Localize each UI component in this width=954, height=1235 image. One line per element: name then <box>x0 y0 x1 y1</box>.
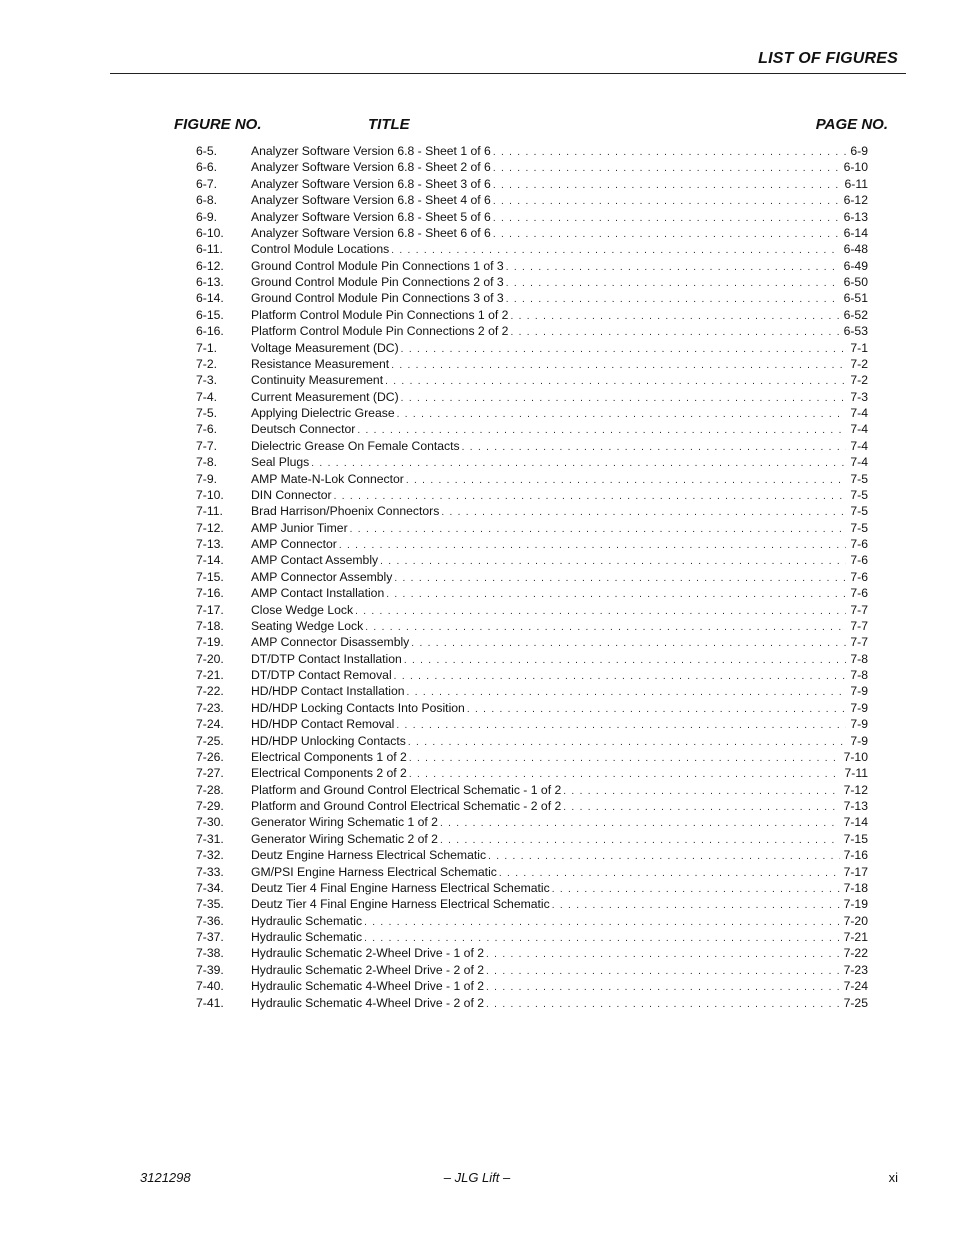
figure-title: Analyzer Software Version 6.8 - Sheet 1 of 6 <box>251 144 491 158</box>
figure-number: 7-14. <box>196 553 224 568</box>
figure-page-number: 7-7 <box>850 635 868 650</box>
figure-number: 7-8. <box>196 455 218 470</box>
dot-leader <box>385 374 846 390</box>
figure-number: 7-41. <box>196 995 224 1010</box>
figure-title: Ground Control Module Pin Connections 1 of 3 <box>251 258 504 273</box>
list-item[interactable] <box>196 618 868 634</box>
figure-number: 7-6. <box>196 422 218 437</box>
figure-title: Control Module Locations <box>251 242 390 257</box>
figure-number: 7-5. <box>196 406 218 420</box>
figure-page-number: 7-18 <box>843 880 868 895</box>
figure-number: 6-10. <box>196 225 224 240</box>
figure-title: Ground Control Module Pin Connections 3 of 3 <box>251 291 504 306</box>
figure-number: 7-40. <box>196 979 224 994</box>
list-item[interactable] <box>196 225 868 241</box>
figure-title: Deutsch Connector <box>251 422 356 437</box>
dot-leader <box>493 161 840 177</box>
list-item[interactable] <box>196 503 868 519</box>
figure-page-number: 7-6 <box>850 586 868 601</box>
figure-title: Deutz Tier 4 Final Engine Harness Electrical Schematic <box>251 897 550 912</box>
dot-leader <box>441 505 846 521</box>
dot-leader <box>506 260 840 276</box>
list-item[interactable] <box>196 945 868 961</box>
figure-number: 7-11. <box>196 504 223 519</box>
dot-leader <box>406 473 847 489</box>
list-item[interactable] <box>196 782 868 798</box>
figure-number: 7-22. <box>196 684 224 699</box>
list-item[interactable] <box>196 471 868 487</box>
list-item[interactable] <box>196 241 868 257</box>
list-item[interactable] <box>196 847 868 863</box>
dot-leader <box>493 145 847 161</box>
figure-title: Generator Wiring Schematic 1 of 2 <box>251 815 438 830</box>
dot-leader <box>397 407 847 423</box>
figure-title: HD/HDP Contact Removal <box>251 717 395 732</box>
figure-title: DIN Connector <box>251 487 332 502</box>
figure-number: 6-8. <box>196 193 218 208</box>
figure-number: 7-15. <box>196 569 224 584</box>
figure-page-number: 6-14 <box>843 225 868 240</box>
figure-title: Analyzer Software Version 6.8 - Sheet 3 of 6 <box>251 176 491 191</box>
figure-number: 7-1. <box>196 340 218 355</box>
figure-page-number: 7-12 <box>843 782 868 797</box>
list-item[interactable] <box>196 814 868 830</box>
dot-leader <box>411 636 846 652</box>
dot-leader <box>391 358 846 374</box>
dot-leader <box>401 342 847 358</box>
list-item[interactable] <box>196 274 868 290</box>
list-item[interactable] <box>196 896 868 912</box>
figure-number: 7-19. <box>196 635 224 650</box>
list-item[interactable] <box>196 602 868 618</box>
header-divider <box>110 73 906 74</box>
footer-page-number: xi <box>888 1170 898 1185</box>
figure-title: Analyzer Software Version 6.8 - Sheet 5 of 6 <box>251 209 491 224</box>
figure-title: AMP Contact Installation <box>251 586 385 601</box>
dot-leader <box>552 882 840 898</box>
figure-page-number: 7-17 <box>843 864 868 879</box>
list-item[interactable] <box>196 651 868 667</box>
figure-page-number: 7-14 <box>843 815 868 830</box>
figure-title: GM/PSI Engine Harness Electrical Schematic <box>251 864 497 879</box>
dot-leader <box>462 440 847 456</box>
figure-number: 7-32. <box>196 848 224 863</box>
figure-title: Platform and Ground Control Electrical Schematic - 2 of 2 <box>251 799 562 813</box>
dot-leader <box>396 718 846 734</box>
figure-page-number: 7-2 <box>850 373 868 388</box>
figure-title: AMP Connector <box>251 537 337 551</box>
figure-number: 7-37. <box>196 930 224 944</box>
figure-number: 7-36. <box>196 913 224 928</box>
figure-page-number: 6-10 <box>843 160 868 175</box>
list-item[interactable] <box>196 995 868 1011</box>
figure-page-number: 7-6 <box>850 537 868 551</box>
figure-title: Seating Wedge Lock <box>251 618 364 633</box>
figure-title: Platform Control Module Pin Connections 1 of 2 <box>251 307 509 322</box>
figure-page-number: 7-8 <box>850 668 868 682</box>
figure-page-number: 7-21 <box>843 930 868 944</box>
figure-number: 6-12. <box>196 258 224 273</box>
figure-title: Applying Dielectric Grease <box>251 406 395 420</box>
dot-leader <box>486 997 840 1013</box>
figure-title: AMP Connector Disassembly <box>251 635 410 650</box>
figure-list <box>196 143 868 1011</box>
list-item[interactable] <box>196 700 868 716</box>
figure-number: 7-24. <box>196 717 224 732</box>
list-item[interactable] <box>196 683 868 699</box>
list-item[interactable] <box>196 667 868 683</box>
dot-leader <box>380 554 846 570</box>
figure-title: Generator Wiring Schematic 2 of 2 <box>251 831 438 846</box>
figure-number: 7-18. <box>196 618 224 633</box>
dot-leader <box>339 538 847 554</box>
figure-number: 7-27. <box>196 766 224 781</box>
figure-page-number: 7-24 <box>843 979 868 994</box>
list-item[interactable] <box>196 798 868 814</box>
figure-title: Analyzer Software Version 6.8 - Sheet 6 of 6 <box>251 225 491 240</box>
figure-page-number: 7-7 <box>850 602 868 617</box>
figure-page-number: 7-5 <box>850 471 868 486</box>
figure-page-number: 7-11 <box>844 766 868 781</box>
figure-number: 7-12. <box>196 520 224 535</box>
figure-title: Hydraulic Schematic 4-Wheel Drive - 1 of 2 <box>251 979 484 994</box>
figure-page-number: 7-9 <box>850 733 868 748</box>
figure-title: Hydraulic Schematic <box>251 930 363 944</box>
figure-number: 7-10. <box>196 487 224 502</box>
figure-number: 6-9. <box>196 209 218 224</box>
figure-number: 7-35. <box>196 897 224 912</box>
list-item[interactable] <box>196 864 868 880</box>
dot-leader <box>409 751 840 767</box>
list-item[interactable] <box>196 454 868 470</box>
figure-title: Resistance Measurement <box>251 356 390 371</box>
figure-title: AMP Connector Assembly <box>251 569 393 584</box>
list-item[interactable] <box>196 290 868 306</box>
list-item[interactable] <box>196 520 868 536</box>
figure-number: 7-29. <box>196 799 224 813</box>
figure-number: 6-15. <box>196 307 224 322</box>
dot-leader <box>493 178 841 194</box>
dot-leader <box>486 947 840 963</box>
figure-title: Analyzer Software Version 6.8 - Sheet 4 of 6 <box>251 193 491 208</box>
list-item[interactable] <box>196 176 868 192</box>
dot-leader <box>394 571 846 587</box>
figure-number: 7-20. <box>196 651 224 666</box>
footer-document-number: 3121298 <box>140 1170 191 1185</box>
figure-page-number: 6-13 <box>843 209 868 224</box>
figure-page-number: 7-15 <box>843 831 868 846</box>
figure-title: Dielectric Grease On Female Contacts <box>251 438 460 453</box>
figure-title: Ground Control Module Pin Connections 2 of 3 <box>251 275 504 289</box>
list-item[interactable] <box>196 323 868 339</box>
list-item[interactable] <box>196 372 868 388</box>
figure-page-number: 7-1 <box>850 340 868 355</box>
dot-leader <box>365 620 846 636</box>
figure-number: 6-6. <box>196 160 218 175</box>
figure-title: Close Wedge Lock <box>251 602 354 617</box>
figure-number: 6-16. <box>196 324 224 339</box>
list-item[interactable] <box>196 159 868 175</box>
figure-number: 7-34. <box>196 880 224 895</box>
figure-page-number: 7-25 <box>843 995 868 1010</box>
dot-leader <box>355 604 846 620</box>
figure-title: Hydraulic Schematic 2-Wheel Drive - 2 of 2 <box>251 962 484 977</box>
figure-title: Platform and Ground Control Electrical Schematic - 1 of 2 <box>251 782 562 797</box>
figure-page-number: 7-9 <box>850 684 868 699</box>
dot-leader <box>563 784 839 800</box>
figure-page-number: 7-3 <box>850 389 868 404</box>
dot-leader <box>401 391 847 407</box>
figure-page-number: 7-4 <box>850 406 868 420</box>
figure-number: 7-9. <box>196 471 218 486</box>
dot-leader <box>493 211 840 227</box>
dot-leader <box>510 325 839 341</box>
figure-title: HD/HDP Unlocking Contacts <box>251 733 406 748</box>
figure-number: 7-23. <box>196 700 224 715</box>
list-item[interactable] <box>196 733 868 749</box>
figure-number: 7-25. <box>196 733 224 748</box>
figure-page-number: 6-9 <box>850 144 868 158</box>
figure-number: 7-30. <box>196 815 224 830</box>
figure-page-number: 7-4 <box>850 455 868 470</box>
list-item[interactable] <box>196 929 868 945</box>
list-item[interactable] <box>196 880 868 896</box>
list-item[interactable] <box>196 143 868 159</box>
list-item[interactable] <box>196 634 868 650</box>
list-item[interactable] <box>196 356 868 372</box>
figure-number: 7-26. <box>196 749 224 764</box>
figure-number: 6-13. <box>196 275 224 289</box>
dot-leader <box>407 685 847 701</box>
figure-number: 7-28. <box>196 782 224 797</box>
figure-title: Brad Harrison/Phoenix Connectors <box>251 504 440 519</box>
figure-page-number: 7-5 <box>850 504 868 519</box>
figure-title: Platform Control Module Pin Connections 2 of 2 <box>251 324 509 339</box>
figure-number: 7-38. <box>196 946 224 961</box>
list-item[interactable] <box>196 487 868 503</box>
dot-leader <box>499 866 840 882</box>
figure-title: Analyzer Software Version 6.8 - Sheet 2 of 6 <box>251 160 491 175</box>
figure-number: 7-3. <box>196 373 218 388</box>
figure-page-number: 7-8 <box>850 651 868 666</box>
figure-number: 7-16. <box>196 586 224 601</box>
figure-number: 7-31. <box>196 831 224 846</box>
figure-number: 7-4. <box>196 389 218 404</box>
figure-page-number: 7-16 <box>843 848 868 863</box>
figure-title: Continuity Measurement <box>251 373 384 388</box>
list-item[interactable] <box>196 307 868 323</box>
list-item[interactable] <box>196 569 868 585</box>
dot-leader <box>394 669 847 685</box>
list-item[interactable] <box>196 552 868 568</box>
figure-page-number: 7-9 <box>850 700 868 715</box>
figure-page-number: 6-53 <box>843 324 868 339</box>
list-item[interactable] <box>196 962 868 978</box>
dot-leader <box>493 227 840 243</box>
figure-page-number: 7-5 <box>850 487 868 502</box>
list-item[interactable] <box>196 389 868 405</box>
figure-title: DT/DTP Contact Removal <box>251 668 392 682</box>
figure-page-number: 6-11 <box>844 176 868 191</box>
figure-number: 7-13. <box>196 537 224 551</box>
figure-title: AMP Contact Assembly <box>251 553 379 568</box>
figure-page-number: 7-20 <box>843 913 868 928</box>
dot-leader <box>404 653 847 669</box>
dot-leader <box>552 898 840 914</box>
list-item[interactable] <box>196 421 868 437</box>
figure-title: Deutz Engine Harness Electrical Schematic <box>251 848 487 863</box>
dot-leader <box>510 309 839 325</box>
dot-leader <box>506 276 840 292</box>
figure-page-number: 7-4 <box>850 422 868 437</box>
list-item[interactable] <box>196 258 868 274</box>
figure-title: Current Measurement (DC) <box>251 389 399 404</box>
list-item[interactable] <box>196 192 868 208</box>
figure-number: 7-17. <box>196 602 224 617</box>
figure-page-number: 7-5 <box>850 520 868 535</box>
dot-leader <box>408 735 846 751</box>
figure-page-number: 6-49 <box>843 258 868 273</box>
dot-leader <box>486 964 840 980</box>
dot-leader <box>563 800 839 816</box>
figure-title: Hydraulic Schematic 2-Wheel Drive - 1 of 2 <box>251 946 484 961</box>
figure-number: 7-2. <box>196 356 218 371</box>
figure-title: Electrical Components 1 of 2 <box>251 749 407 764</box>
figure-page-number: 7-23 <box>843 962 868 977</box>
list-item[interactable] <box>196 340 868 356</box>
figure-page-number: 6-12 <box>843 193 868 208</box>
list-item[interactable] <box>196 585 868 601</box>
figure-number: 7-39. <box>196 962 224 977</box>
figure-title: HD/HDP Contact Installation <box>251 684 405 699</box>
dot-leader <box>350 522 847 538</box>
list-item[interactable] <box>196 978 868 994</box>
list-item[interactable] <box>196 536 868 552</box>
figure-title: AMP Junior Timer <box>251 520 348 535</box>
figure-page-number: 7-2 <box>850 356 868 371</box>
column-header-figure-no: FIGURE NO. <box>174 116 262 133</box>
dot-leader <box>493 194 840 210</box>
figure-page-number: 7-6 <box>850 553 868 568</box>
figure-number: 6-11. <box>196 242 223 257</box>
dot-leader <box>488 849 840 865</box>
list-item[interactable] <box>196 209 868 225</box>
footer-publisher: – JLG Lift – <box>443 1170 511 1185</box>
figure-page-number: 7-7 <box>850 618 868 633</box>
figure-page-number: 6-50 <box>843 275 868 289</box>
figure-number: 6-7. <box>196 176 218 191</box>
figure-page-number: 7-13 <box>843 799 868 813</box>
figure-page-number: 6-52 <box>843 307 868 322</box>
figure-page-number: 7-9 <box>850 717 868 732</box>
figure-number: 6-14. <box>196 291 224 306</box>
dot-leader <box>467 702 847 718</box>
figure-title: Seal Plugs <box>251 455 310 470</box>
figure-page-number: 7-22 <box>843 946 868 961</box>
figure-page-number: 7-10 <box>843 749 868 764</box>
figure-page-number: 7-4 <box>850 438 868 453</box>
figure-number: 7-7. <box>196 438 218 453</box>
figure-title: AMP Mate-N-Lok Connector <box>251 471 404 486</box>
figure-title: Deutz Tier 4 Final Engine Harness Electrical Schematic <box>251 880 550 895</box>
dot-leader <box>386 587 846 603</box>
page-header-title: LIST OF FIGURES <box>758 50 898 67</box>
dot-leader <box>364 915 840 931</box>
dot-leader <box>506 292 840 308</box>
figure-page-number: 6-51 <box>843 291 868 306</box>
column-header-title: TITLE <box>368 116 410 133</box>
column-header-page-no: PAGE NO. <box>815 116 888 133</box>
list-item[interactable] <box>196 765 868 781</box>
figure-title: Hydraulic Schematic <box>251 913 363 928</box>
list-item[interactable] <box>196 716 868 732</box>
figure-number: 7-21. <box>196 668 224 682</box>
figure-number: 7-33. <box>196 864 224 879</box>
figure-title: DT/DTP Contact Installation <box>251 651 402 666</box>
figure-number: 6-5. <box>196 144 218 158</box>
figure-page-number: 6-48 <box>843 242 868 257</box>
figure-title: Electrical Components 2 of 2 <box>251 766 407 781</box>
dot-leader <box>440 833 840 849</box>
list-item[interactable] <box>196 749 868 765</box>
list-item[interactable] <box>196 438 868 454</box>
figure-page-number: 7-19 <box>843 897 868 912</box>
list-item[interactable] <box>196 831 868 847</box>
list-item[interactable] <box>196 405 868 421</box>
figure-title: HD/HDP Locking Contacts Into Position <box>251 700 465 715</box>
figure-title: Voltage Measurement (DC) <box>251 340 399 355</box>
figure-page-number: 7-6 <box>850 569 868 584</box>
list-item[interactable] <box>196 913 868 929</box>
dot-leader <box>486 980 840 996</box>
dot-leader <box>440 816 840 832</box>
figure-title: Hydraulic Schematic 4-Wheel Drive - 2 of 2 <box>251 995 484 1010</box>
